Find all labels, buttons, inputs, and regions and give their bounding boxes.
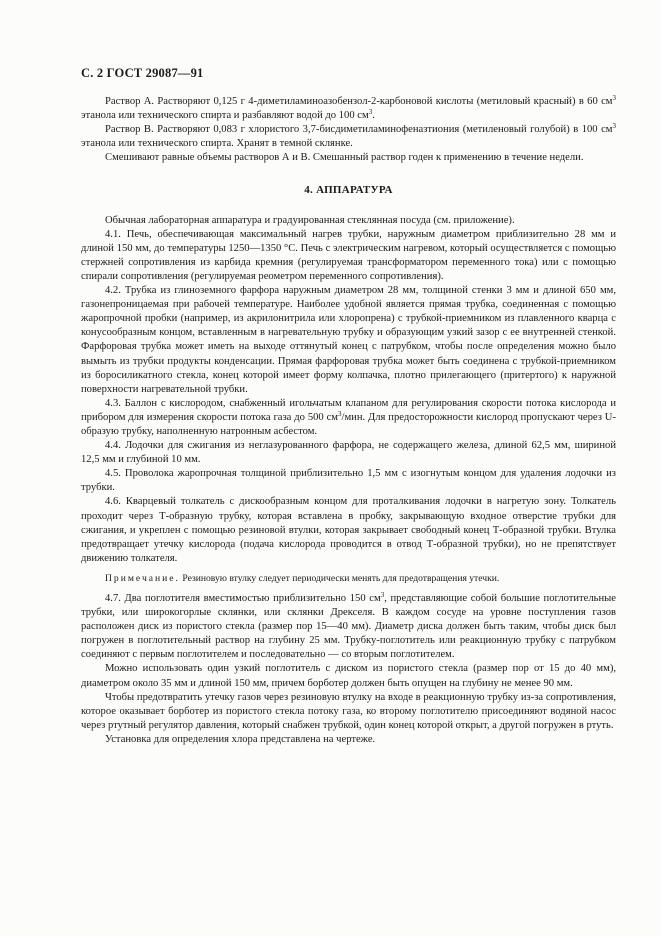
leak-prevention-paragraph: Чтобы предотвратить утечку газов через резиновую втулку на входе в реакционную трубку из-за сопротивления, которое оказывает борботер из пористого стекла потоку газа, ко второму поглотителю присоединяют водяной насос через ртутный регулятор давления, который снабжен трубкой, один конец которой открыт, а другой погружен в ртуть. (81, 691, 616, 731)
note-label: Примечание. (105, 572, 180, 584)
mix-paragraph: Смешивают равные объемы растворов А и В. Смешанный раствор годен к применению в течение недели. (105, 152, 584, 164)
document-body (81, 95, 616, 747)
solution-b-paragraph: Раствор В. Растворяют 0,083 г хлористого 3,7-бисдиметиламинофеназтиония (метиленовый голубой) в 100 $см^3$ этанола или технического спирта. Хранят в темной склянке. (81, 122, 616, 150)
section-heading: 4. АППАРАТУРА (304, 184, 393, 197)
solution-a-paragraph: Раствор А. Растворяют 0,125 г 4-диметиламиноазобензол-2-карбоновой кислоты (метиловый красный) в 60 $см^3$ этанола или технического спирта и разбавляют водой до 100 $см^3$. (81, 94, 616, 122)
page-header: С. 2 ГОСТ 29087—91 (81, 66, 204, 80)
clause-4-3: 4.3. Баллон с кислородом, снабженный игольчатым клапаном для регулирования скорости потока кислорода и прибором для измерения скорости потока газа до 500 $см^3$/мин. Для предосторожности кислород пропускают через U-образую трубку, наполненную натронным асбестом. (81, 397, 616, 437)
clause-4-1: 4.1. Печь, обеспечивающая максимальный нагрев трубки, наружным диаметром приблизительно 28 мм и длиной 150 мм, до температуры 1250—1350 °С. Печь с электрическим нагревом, который осуществляется с помощью стержней сопротивления из карбида кремния (регулируемая трансформатором переменного тока) или с помощью спирали сопротивления (регулируемая реометром переменного сопротивления). (81, 228, 616, 282)
note (81, 572, 616, 586)
setup-paragraph: Установка для определения хлора представлена на чертеже. (105, 733, 376, 745)
intro-paragraph: Обычная лабораторная аппаратура и градуированная стеклянная посуда (см. приложение). (105, 214, 515, 226)
clause-4-2: 4.2. Трубка из глиноземного фарфора наружным диаметром 28 мм, толщиной стенки 3 мм и длиной 650 мм, газонепроницаемая при рабочей температуре. Наиболее удобной является прямая трубка, соединенная с помощью жаропрочной пробки (например, из акрилонитрила или хлоропрена) с трубкой-приемником из плавленного кварца с конусообразным концом, вставленным в нагревательную трубку и образующим узкий зазор с ее внутренней стенкой. Фарфоровая трубка может иметь на выходе оттянутый конец с патрубком, чтобы после определения можно было вымыть из трубки продукты конденсации. Прямая фарфоровая трубка может быть соединена с трубкой-приемником из боросиликатного стекла, конец которой имеет форму колпачка, плотно прилегающего (притертого) к наружной поверхности нагревательной трубки. (81, 285, 616, 395)
clause-4-5: 4.5. Проволока жаропрочная толщиной приблизительно 1,5 мм с изогнутым концом для удаления лодочки из трубки. (81, 468, 616, 494)
single-absorber-paragraph: Можно использовать один узкий поглотитель с диском из пористого стекла (размер пор от 15 до 40 мм), диаметром около 35 мм и длиной 150 мм, причем борботер должен быть опущен на глубину не менее 90 мм. (81, 663, 616, 689)
clause-4-4: 4.4. Лодочки для сжигания из неглазурованного фарфора, не содержащего железа, длиной 62,5 мм, шириной 12,5 мм и глубиной 10 мм. (81, 440, 616, 466)
clause-4-6: 4.6. Кварцевый толкатель с дискообразным концом для проталкивания лодочки в нагретую зону. Толкатель проходит через Т-образную трубку, которая вставлена в пробку, закрывающую входное отверстие трубки для сжигания, и укреплен с помощью резиновой втулки, которая закрывает свободный конец Т-образной трубки. Втулка предотвращает утечку кислорода (подача кислорода проводится в отвод Т-образной трубки), но не препятствует движению толкателя. (81, 496, 616, 564)
clause-4-7: 4.7. Два поглотителя вместимостью приблизительно 150 $см^3$, представляющие собой большие поглотительные трубки, или широкогорлые склянки, или склянки Дрекселя. В каждом сосуде на уровне поступления газов расположен диск из пористого стекла (размер пор 15—40 мм). Диаметр диска должен быть таким, чтобы диск был погружен в поглотительный раствор на глубину 25 мм. Трубку-поглотитель или реакционную трубку с патрубком соединяют с первым поглотителем и последовательно — со вторым поглотителем. (81, 591, 616, 661)
note-text: Резиновую втулку следует периодически менять для предотвращения утечки. (179, 572, 500, 584)
